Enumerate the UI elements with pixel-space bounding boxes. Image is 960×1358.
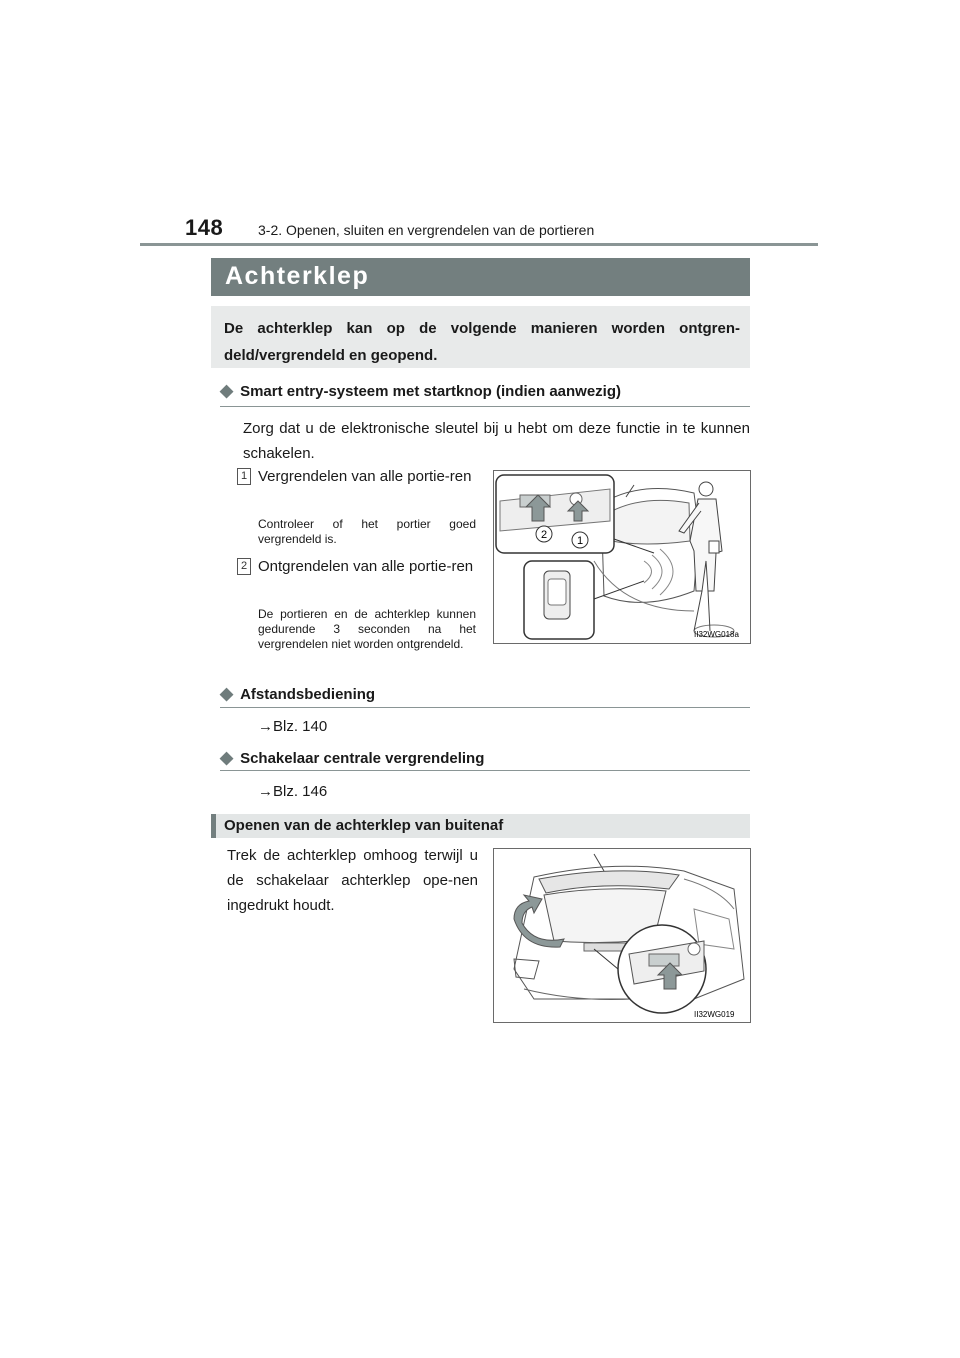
header-rule bbox=[140, 243, 818, 246]
diamond-icon: ◆ bbox=[220, 684, 234, 703]
open-outside-heading: Openen van de achterklep van buitenaf bbox=[224, 817, 504, 834]
page-number: 148 bbox=[185, 215, 224, 240]
central-lock-heading-text: Schakelaar centrale vergrendeling bbox=[240, 750, 485, 767]
smart-entry-figure bbox=[493, 470, 751, 644]
section-title-bar bbox=[211, 258, 750, 296]
open-outside-figure bbox=[493, 848, 751, 1023]
subsection-accent bbox=[211, 814, 216, 838]
smart-entry-heading bbox=[220, 381, 621, 401]
item-number-badge: 2 bbox=[237, 558, 251, 575]
figure-code: II32WG019 bbox=[694, 1010, 735, 1019]
item-lock-note: Controleer of het portier goed vergrendeld is. bbox=[258, 517, 476, 546]
remote-ref[interactable]: →Blz. 140 bbox=[258, 718, 328, 735]
running-head: 3-2. Openen, sluiten en vergrendelen van de portieren bbox=[258, 222, 595, 238]
smart-entry-body: Zorg dat u de elektronische sleutel bij u hebt om deze functie in te kunnen schakelen. bbox=[243, 420, 750, 462]
remote-heading-text: Afstandsbediening bbox=[240, 686, 376, 703]
figure-code: II32WG018a bbox=[694, 630, 739, 639]
item-number-badge: 1 bbox=[237, 468, 251, 485]
item-unlock-label: Ontgrendelen van alle portie-ren bbox=[258, 558, 474, 575]
item-lock-label: Vergrendelen van alle portie-ren bbox=[258, 468, 472, 485]
item-unlock-note: De portieren en de achterklep kunnen gedurende 3 seconden na het vergrendelen niet worden ontgrendeld. bbox=[258, 607, 476, 651]
central-lock-heading bbox=[220, 748, 484, 768]
diamond-icon: ◆ bbox=[220, 748, 234, 767]
smart-entry-illustration bbox=[494, 471, 750, 643]
open-outside-bar bbox=[211, 814, 750, 838]
central-lock-rule bbox=[220, 770, 750, 771]
central-lock-ref[interactable]: →Blz. 146 bbox=[258, 783, 328, 800]
open-outside-body: Trek de achterklep omhoog terwijl u de schakelaar achterklep ope-nen ingedrukt houdt. bbox=[227, 847, 478, 914]
open-outside-illustration bbox=[494, 849, 750, 1022]
diamond-icon: ◆ bbox=[220, 381, 234, 400]
intro-text: De achterklep kan op de volgende manieren worden ontgren-deld/vergrendeld en geopend. bbox=[224, 320, 740, 364]
remote-rule bbox=[220, 707, 750, 708]
section-title: Achterklep bbox=[225, 262, 370, 290]
intro-box bbox=[211, 306, 750, 368]
remote-heading bbox=[220, 684, 375, 704]
callout-1: 1 bbox=[576, 535, 584, 547]
smart-entry-rule bbox=[220, 406, 750, 407]
smart-entry-heading-text: Smart entry-systeem met startknop (indien aanwezig) bbox=[240, 383, 622, 400]
callout-2: 2 bbox=[540, 529, 548, 541]
